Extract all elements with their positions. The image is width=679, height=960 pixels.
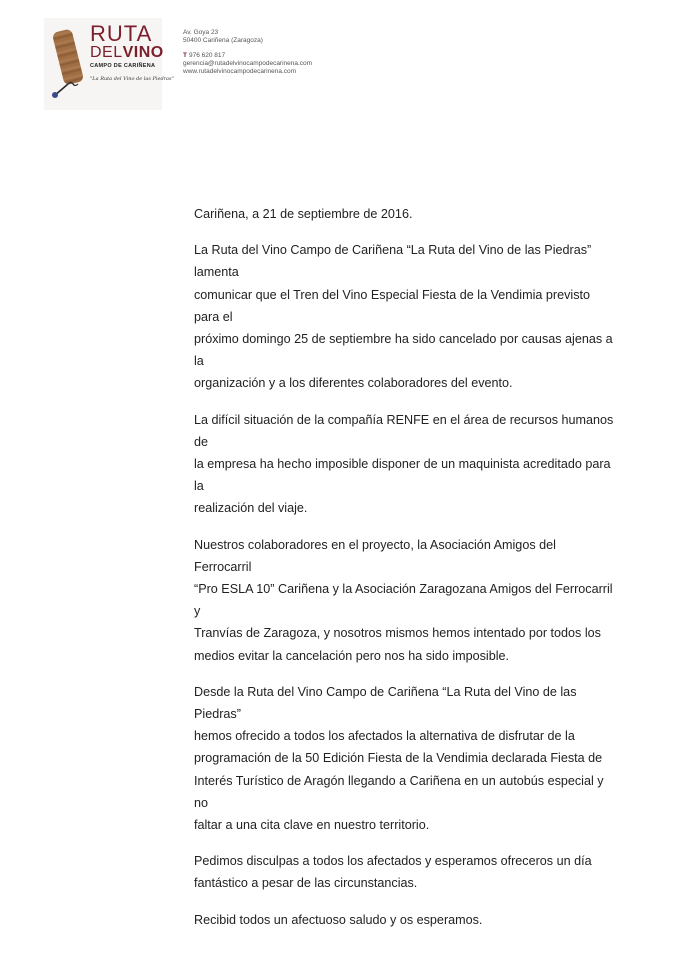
address-line-2: 50400 Cariñena (Zaragoza) (183, 37, 263, 44)
paragraph: La Ruta del Vino Campo de Cariñena “La Ruta del Vino de las Piedras” lamenta comunicar que el Tren del Vino Especial Fiesta de la Vendimia previsto para el próximo domingo 25 de septiembre ha sido cancelado por causas ajenas a la organización y a los diferentes colaboradores del evento. (194, 243, 613, 391)
logo-del: DEL (90, 44, 123, 61)
logo-title: RUTA (90, 21, 153, 46)
paragraph: Nuestros colaboradores en el proyecto, la Asociación Amigos del Ferrocarril “Pro ESLA 10” Cariñena y la Asociación Zaragozana Amigos del Ferrocarril y Tranvías de Zaragoza, y nosotros mismos hemos intentado por todos los medios evitar la cancelación pero nos ha sido imposible. (194, 537, 613, 663)
contact-block (183, 29, 312, 76)
email-link[interactable]: gerencia@rutadelvinocampodecarinena.com (183, 60, 313, 67)
phone-line (183, 52, 312, 60)
ruta-del-vino-logo (44, 18, 174, 110)
letter-body (194, 203, 614, 945)
corkscrew-icon (50, 78, 84, 100)
logo-region: CAMPO DE CARIÑENA (90, 63, 156, 69)
paragraph: La difícil situación de la compañía RENFE en el área de recursos humanos de la empresa ha hecho imposible disponer de un maquinista acreditado para la realización del viaje. (194, 412, 614, 516)
date-line: Cariñena, a 21 de septiembre de 2016. (194, 207, 413, 221)
letterhead (44, 18, 174, 110)
paragraph: Recibid todos un afectuoso saludo y os esperamos. (194, 912, 483, 927)
paragraph: Pedimos disculpas a todos los afectados y esperamos ofreceros un día fantástico a pesar de las circunstancias. (194, 854, 592, 891)
phone-number: 976 620 817 (188, 52, 226, 59)
phone-label: T (183, 52, 187, 59)
paragraph: Desde la Ruta del Vino Campo de Cariñena “La Ruta del Vino de las Piedras” hemos ofrecido a todos los afectados la alternativa de disfrutar de la programación de la 50 Edición Fiesta de la Vendimia declarada Fiesta de Interés Turístico de Aragón llegando a Cariñena en un autobús especial y no faltar a una cita clave en nuestro territorio. (194, 684, 604, 833)
address-line-1: Av. Goya 23 (183, 29, 219, 36)
logo-subtitle (90, 44, 164, 62)
website-link[interactable]: www.rutadelvinocampodecarinena.com (183, 68, 297, 75)
logo-vino: VINO (122, 44, 164, 61)
logo-tagline: "La Ruta del Vino de las Piedras" (90, 76, 174, 82)
